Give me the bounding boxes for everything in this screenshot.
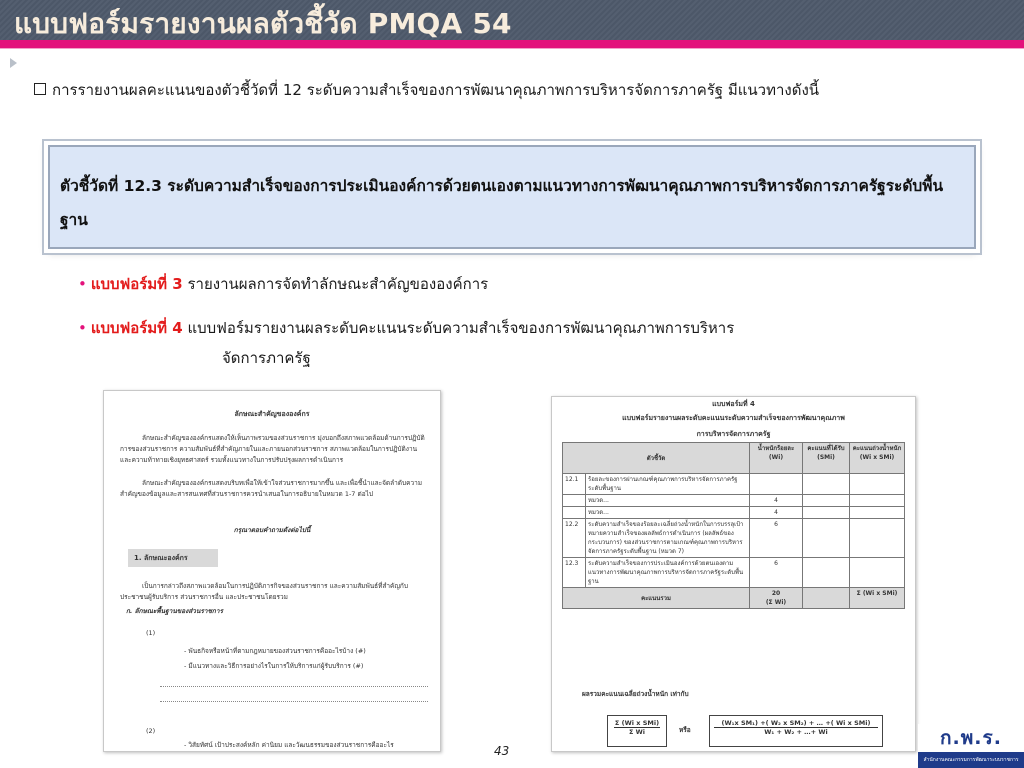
row-score[interactable] <box>803 474 850 495</box>
bullet-dot-icon: • <box>78 319 87 337</box>
total-weight <box>750 588 803 609</box>
form3-para1: ลักษณะสำคัญขององค์กรแสดงให้เห็นภาพรวมของส่วนราชการ มุ่งบอกถึงสภาพแวดล้อมด้านการปฏิบัติการของส่วนราชการ ความสัมพันธ์ที่สำคัญภายในและภายนอกส่วนราชการ สภาพแวดล้อมในการปฏิบัติงาน และความท้าทายเชิงยุทธศาสตร์ รวมทั้งแนวทางในการปรับปรุงผลการดำเนินการ <box>120 434 425 464</box>
bullet-form4-label: แบบฟอร์มที่ 4 <box>90 319 183 337</box>
form3-section: 1. ลักษณะองค์กร <box>128 549 218 567</box>
row-no <box>563 495 586 507</box>
accent-bar <box>0 40 1024 48</box>
form4-header-row <box>563 443 905 474</box>
formula-numerator-2: (W₁x SM₁) +( W₂ x SM₂) + … +( Wi x SMi) <box>714 719 878 728</box>
row-weighted[interactable] <box>850 495 905 507</box>
form3-dash1: - พันธกิจหรือหน้าที่ตามกฎหมายของส่วนราชการคืออะไรบ้าง (#) <box>184 647 366 655</box>
row-weighted[interactable] <box>850 519 905 558</box>
form3-para3: เป็นการกล่าวถึงสภาพแวดล้อมในการปฏิบัติภารกิจของส่วนราชการ และความสัมพันธ์ที่สำคัญกับประชาชนผู้รับบริการ ส่วนราชการอื่น และประชาชนโดยรวม <box>120 582 408 601</box>
row-weight: 6 <box>750 519 803 558</box>
back-arrow-icon[interactable] <box>10 58 17 68</box>
form3-dotted-line <box>160 701 428 702</box>
title-bar <box>0 0 1024 40</box>
form4-preview <box>551 396 916 752</box>
form3-instruction: กรุณาตอบคำถามดังต่อไปนี้ <box>233 526 311 534</box>
form4-title-line2: การบริหารจัดการภาครัฐ <box>696 430 771 438</box>
intro-line <box>34 78 819 102</box>
checkbox-bullet-icon <box>34 83 46 95</box>
row-score[interactable] <box>803 558 850 588</box>
form4-formula <box>607 715 907 747</box>
col-weighted: คะแนนถ่วงน้ำหนัก (Wi x SMi) <box>850 443 905 474</box>
page-number: 43 <box>494 744 510 758</box>
indicator-box <box>48 145 976 249</box>
form3-heading: ลักษณะสำคัญขององค์กร <box>234 410 310 418</box>
indicator-text: ตัวชี้วัดที่ 12.3 ระดับความสำเร็จของการประเมินองค์การด้วยตนเองตามแนวทางการพัฒนาคุณภาพการบริหารจัดการภาครัฐระดับพื้นฐาน <box>60 177 944 229</box>
form3-subsection: ก. ลักษณะพื้นฐานของส่วนราชการ <box>126 607 224 615</box>
row-no: 12.3 <box>563 558 586 588</box>
col-score: คะแนนที่ได้รับ (SMi) <box>803 443 850 474</box>
bullet-form4-text: แบบฟอร์มรายงานผลระดับคะแนนระดับความสำเร็จของการพัฒนาคุณภาพการบริหาร <box>187 319 735 337</box>
total-weight-symbol: (Σ Wi) <box>765 599 787 606</box>
slide-title: แบบฟอร์มรายงานผลตัวชี้วัด PMQA 54 <box>14 7 512 40</box>
logo-subtext: สำนักงานคณะกรรมการพัฒนาระบบราชการ <box>918 752 1024 768</box>
formula-fraction-2 <box>709 715 883 747</box>
formula-numerator-1: Σ (Wi x SMi) <box>614 719 660 727</box>
row-no: 12.1 <box>563 474 586 495</box>
formula-or: หรือ <box>679 726 691 734</box>
bullet-form3-label: แบบฟอร์มที่ 3 <box>90 275 183 293</box>
total-label: คะแนนรวม <box>563 588 750 609</box>
bullet-form4 <box>78 316 734 340</box>
table-row <box>563 474 905 495</box>
row-weight <box>750 474 803 495</box>
formula-fraction-1 <box>607 715 667 747</box>
accent-bar-thin <box>0 48 1024 49</box>
form3-item1: (1) <box>146 629 156 637</box>
row-name: หมวด... <box>586 495 750 507</box>
row-name: ร้อยละของการผ่านเกณฑ์คุณภาพการบริหารจัดการภาครัฐระดับพื้นฐาน <box>586 474 750 495</box>
logo-text: ก.พ.ร. <box>940 727 1002 749</box>
row-weight: 6 <box>750 558 803 588</box>
form4-note: ผลรวมคะแนนเฉลี่ยถ่วงน้ำหนัก เท่ากับ <box>582 690 689 698</box>
table-row <box>563 519 905 558</box>
form4-total-row <box>563 588 905 609</box>
form3-dash3: - วิสัยทัศน์ เป้าประสงค์หลัก ค่านิยม และวัฒนธรรมของส่วนราชการคืออะไร <box>184 741 394 749</box>
form4-table <box>562 442 905 609</box>
row-no: 12.2 <box>563 519 586 558</box>
opdc-logo <box>918 724 1024 768</box>
total-weighted: Σ (Wi x SMi) <box>850 588 905 609</box>
intro-text: การรายงานผลคะแนนของตัวชี้วัดที่ 12 ระดับความสำเร็จของการพัฒนาคุณภาพการบริหารจัดการภาครัฐ มีแนวทางดังนี้ <box>52 81 820 99</box>
col-indicator: ตัวชี้วัด <box>563 443 750 474</box>
formula-denominator-1: Σ Wi <box>628 728 646 736</box>
table-row <box>563 495 905 507</box>
bullet-form3-text: รายงานผลการจัดทำลักษณะสำคัญขององค์การ <box>187 275 489 293</box>
formula-denominator-2: W₁ + W₂ + …+ Wi <box>764 728 828 736</box>
table-row <box>563 507 905 519</box>
form3-dotted-line <box>160 686 428 687</box>
row-score[interactable] <box>803 507 850 519</box>
row-weight: 4 <box>750 507 803 519</box>
row-score[interactable] <box>803 519 850 558</box>
row-name: ระดับความสำเร็จของการประเมินองค์การด้วยตนเองตามแนวทางการพัฒนาคุณภาพการบริหารจัดการภาครัฐระดับพื้นฐาน <box>586 558 750 588</box>
form4-number: แบบฟอร์มที่ 4 <box>712 400 755 408</box>
row-name: ระดับความสำเร็จของร้อยละเฉลี่ยถ่วงน้ำหนักในการบรรลุเป้าหมายความสำเร็จของผลลัพธ์การดำเนินการ (ผลลัพธ์ของกระบวนการ) ของส่วนราชการตามเกณฑ์คุณภาพการบริหารจัดการภาครัฐระดับพื้นฐาน (หมวด 7) <box>586 519 750 558</box>
row-score[interactable] <box>803 495 850 507</box>
bullet-form3 <box>78 272 488 296</box>
row-name: หมวด... <box>586 507 750 519</box>
bullet-dot-icon: • <box>78 275 87 293</box>
form3-preview <box>103 390 441 752</box>
total-weight-value: 20 <box>771 590 781 597</box>
form3-dash2: - มีแนวทางและวิธีการอย่างไรในการให้บริการแก่ผู้รับบริการ (#) <box>184 662 364 670</box>
form3-para2: ลักษณะสำคัญขององค์กรแสดงบริบทเพื่อให้เข้าใจส่วนราชการมากขึ้น และเพื่อชี้นำและจัดลำดับความสำคัญของข้อมูลและสารสนเทศที่ส่วนราชการควรนำเสนอในการอธิบายในหมวด 1-7 ต่อไป <box>120 479 423 498</box>
table-row <box>563 558 905 588</box>
form4-title-line1: แบบฟอร์มรายงานผลระดับคะแนนระดับความสำเร็จของการพัฒนาคุณภาพ <box>622 414 845 422</box>
row-weighted[interactable] <box>850 474 905 495</box>
row-weighted[interactable] <box>850 558 905 588</box>
form3-item2: (2) <box>146 727 156 735</box>
row-weight: 4 <box>750 495 803 507</box>
col-weight: น้ำหนักร้อยละ (Wi) <box>750 443 803 474</box>
total-score <box>803 588 850 609</box>
row-no <box>563 507 586 519</box>
row-weighted[interactable] <box>850 507 905 519</box>
bullet-form4-continuation: จัดการภาครัฐ <box>222 349 311 367</box>
